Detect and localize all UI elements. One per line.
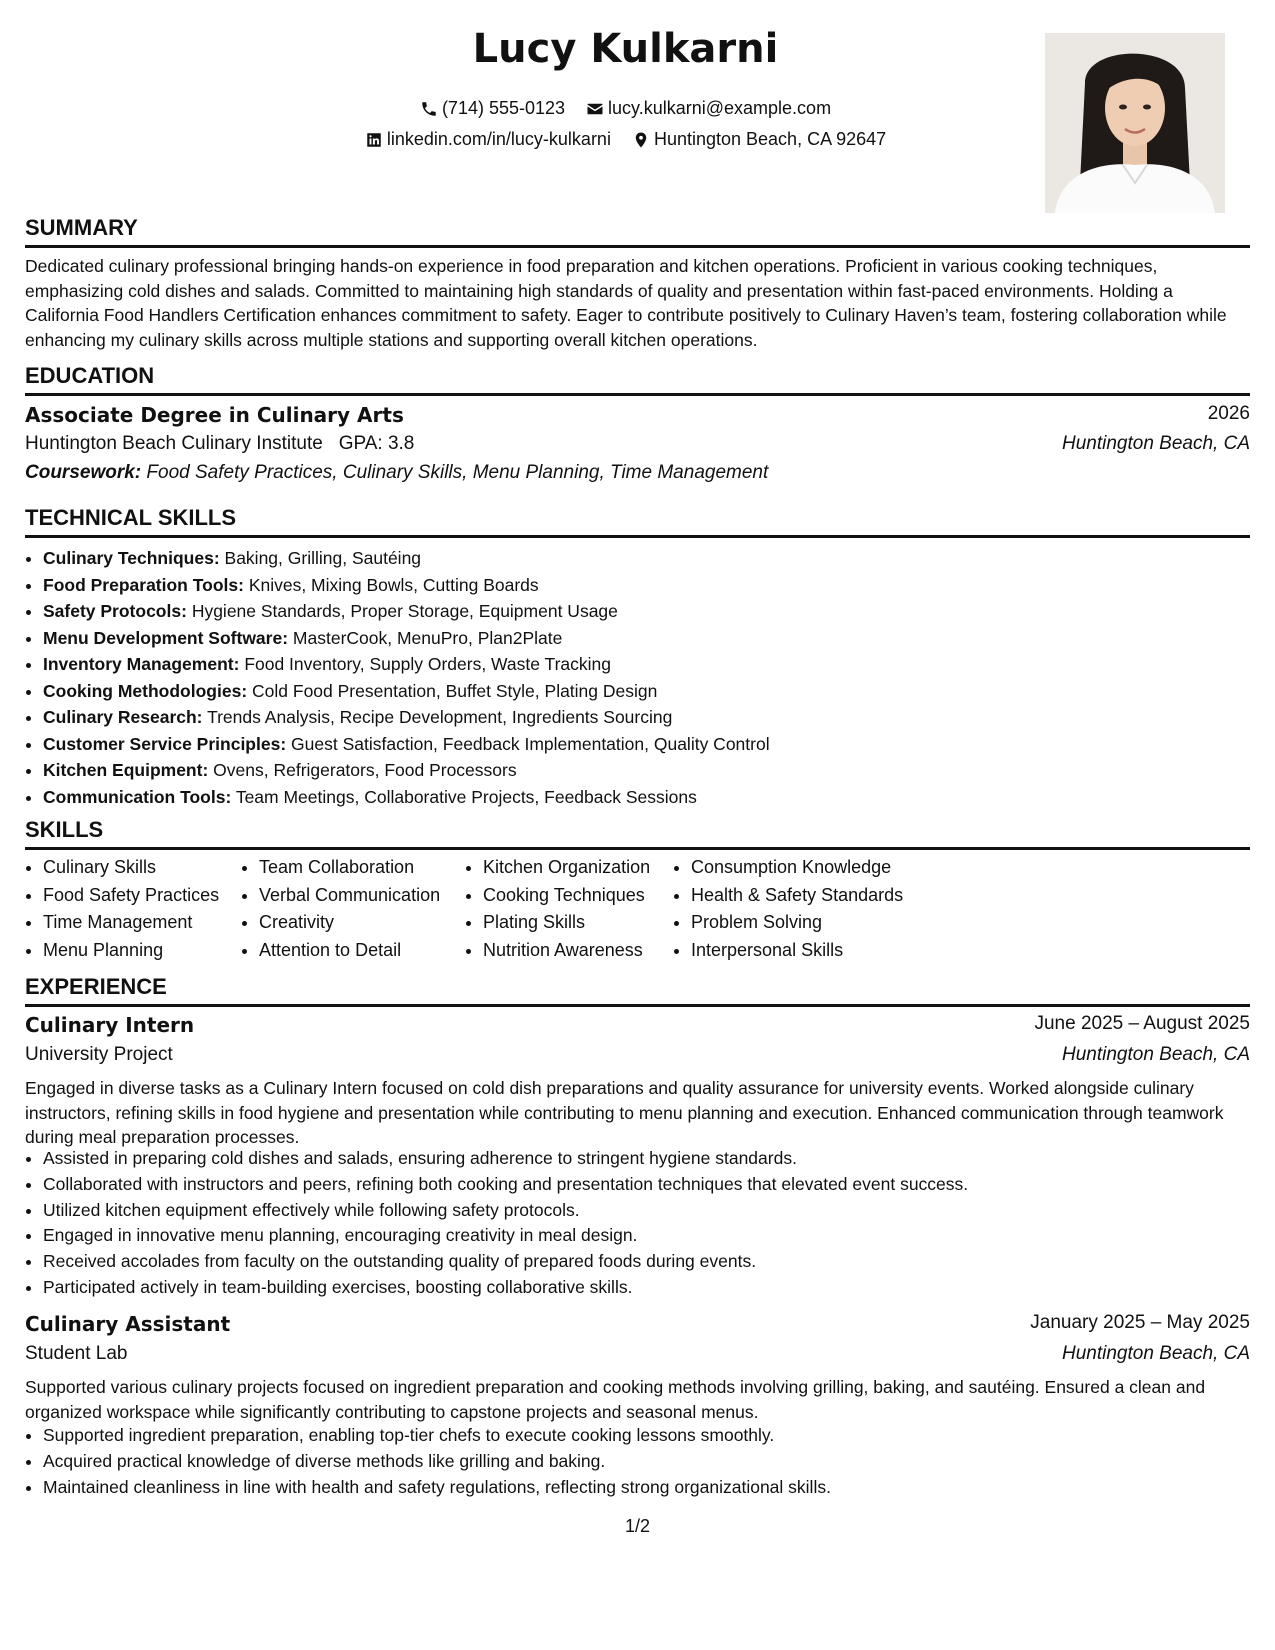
resume-header: [25, 18, 1250, 218]
contact-phone: [420, 98, 565, 119]
contact-location: [632, 129, 886, 150]
job-1-org-row: [25, 1044, 1250, 1074]
job-bullet: • Received accolades from faculty on the outstanding quality of prepared foods during events.: [43, 1249, 1243, 1275]
summary-heading: SUMMARY: [25, 215, 1250, 248]
phone-icon: [420, 100, 438, 118]
map-pin-icon: [632, 131, 650, 149]
experience-heading: EXPERIENCE: [25, 974, 1250, 1007]
technical-skill-item: [43, 784, 1243, 811]
phone-text: (714) 555-0123: [441, 98, 566, 118]
skill-item: • Culinary Skills: [43, 854, 219, 882]
skill-item: • Health & Safety Standards: [691, 882, 903, 910]
job-2-org-row: [25, 1343, 1250, 1373]
technical-skill-label: Communication Tools:: [43, 786, 232, 807]
technical-skill-value: Knives, Mixing Bowls, Cutting Boards: [248, 574, 539, 595]
technical-skill-label: Kitchen Equipment:: [43, 760, 209, 780]
job-1-org: University Project: [25, 1044, 173, 1065]
technical-skill-item: [43, 757, 1243, 784]
skill-item: • Team Collaboration: [259, 854, 440, 882]
skill-item: • Food Safety Practices: [43, 882, 219, 910]
contact-email[interactable]: [586, 98, 831, 119]
coursework-label: Coursework:: [25, 462, 142, 483]
skill-item: • Kitchen Organization: [483, 854, 650, 882]
school-location: Huntington Beach, CA: [1061, 433, 1250, 454]
technical-skill-label: Customer Service Principles:: [43, 733, 287, 754]
school-name: Huntington Beach Culinary Institute: [25, 433, 323, 454]
job-2-dates: January 2025 – May 2025: [1030, 1312, 1250, 1333]
skills-column: [25, 854, 219, 964]
technical-skill-value: Trends Analysis, Recipe Development, Ingredients Sourcing: [207, 707, 673, 727]
skills-column: [465, 854, 650, 964]
skill-item: • Creativity: [259, 909, 440, 937]
contact-linkedin[interactable]: [365, 129, 611, 150]
technical-skill-label: Culinary Techniques:: [43, 548, 220, 568]
education-school-row: [25, 433, 1250, 463]
coursework-row: [25, 462, 1250, 492]
technical-skill-item: [43, 625, 1243, 652]
education-heading: EDUCATION: [25, 363, 1250, 396]
job-bullet: • Utilized kitchen equipment effectively while following safety protocols.: [43, 1198, 1243, 1224]
degree-name: Associate Degree in Culinary Arts: [25, 403, 404, 427]
location-text: Huntington Beach, CA 92647: [653, 129, 887, 149]
job-2-title-row: [25, 1312, 1250, 1342]
skills-column: [241, 854, 440, 964]
job-bullet: • Maintained cleanliness in line with health and safety regulations, reflecting strong organizational skills.: [43, 1474, 1243, 1500]
page-number: 1/2: [624, 1516, 651, 1536]
job-bullet: • Supported ingredient preparation, enabling top-tier chefs to execute cooking lessons smoothly.: [43, 1422, 1243, 1448]
technical-skills-list: [25, 545, 1243, 810]
coursework-list: Food Safety Practices, Culinary Skills, Menu Planning, Time Management: [146, 462, 769, 483]
technical-skill-label: Menu Development Software:: [43, 627, 289, 648]
technical-skill-item: [43, 678, 1243, 705]
skill-item: • Plating Skills: [483, 909, 650, 937]
technical-skill-value: Team Meetings, Collaborative Projects, Feedback Sessions: [235, 786, 697, 807]
job-1-title-row: [25, 1013, 1250, 1043]
gpa: GPA: 3.8: [338, 433, 415, 454]
resume-page: [25, 0, 1250, 1650]
graduation-year: 2026: [1207, 403, 1250, 424]
technical-skill-value: Baking, Grilling, Sautéing: [224, 548, 422, 568]
technical-skill-value: MasterCook, MenuPro, Plan2Plate: [292, 627, 563, 648]
job-bullet: • Acquired practical knowledge of diverse methods like grilling and baking.: [43, 1448, 1243, 1474]
job-bullet: • Assisted in preparing cold dishes and salads, ensuring adherence to stringent hygiene standards.: [43, 1146, 1243, 1172]
job-1-dates: June 2025 – August 2025: [1034, 1013, 1250, 1034]
technical-skill-item: [43, 731, 1243, 758]
job-2-role: Culinary Assistant: [25, 1312, 231, 1336]
job-1-role: Culinary Intern: [25, 1013, 195, 1037]
skill-item: • Verbal Communication: [259, 882, 440, 910]
skill-item: • Attention to Detail: [259, 937, 440, 965]
technical-skill-item: [43, 545, 1243, 572]
job-2-bullets: [25, 1422, 1243, 1500]
technical-skill-label: Inventory Management:: [43, 654, 240, 674]
summary-text: Dedicated culinary professional bringing hands-on experience in food preparation and kitchen operations. Proficient in various cooking techniques, emphasizing cold dishes and salads. Committed to maintaining high standards of quality and presentation within fast-paced environments. Holding a California Food Handlers Certification enhances commitment to safety. Eager to contribute positively to Culinary Haven’s team, fostering collaboration while enhancing my culinary skills across multiple stations and supporting overall kitchen operations.: [25, 256, 1227, 350]
technical-skill-item: [43, 598, 1243, 625]
technical-skill-label: Safety Protocols:: [43, 601, 187, 621]
job-bullet: • Collaborated with instructors and peers, refining both cooking and presentation techniques that elevated event success.: [43, 1172, 1243, 1198]
skill-item: • Problem Solving: [691, 909, 903, 937]
email-text[interactable]: lucy.kulkarni@example.com: [608, 98, 832, 118]
job-2-location: Huntington Beach, CA: [1061, 1343, 1250, 1364]
job-bullet: • Engaged in innovative menu planning, encouraging creativity in meal design.: [43, 1223, 1243, 1249]
technical-skill-value: Hygiene Standards, Proper Storage, Equipment Usage: [191, 601, 618, 621]
job-1-description: Engaged in diverse tasks as a Culinary Intern focused on cold dish preparations and quality assurance for university events. Worked alongside culinary instructors, refining skills in food hygiene and presentation while contributing to menu planning and execution. Enhanced communication through teamwork during meal preparation processes.: [25, 1078, 1224, 1147]
technical-skill-value: Ovens, Refrigerators, Food Processors: [213, 760, 517, 780]
education-degree-row: [25, 403, 1250, 433]
linkedin-text[interactable]: linkedin.com/in/lucy-kulkarni: [386, 129, 611, 149]
job-bullet: • Participated actively in team-building exercises, boosting collaborative skills.: [43, 1275, 1243, 1301]
skill-item: • Cooking Techniques: [483, 882, 650, 910]
skill-item: • Consumption Knowledge: [691, 854, 903, 882]
technical-skill-label: Culinary Research:: [43, 707, 203, 727]
skills-grid: [25, 854, 1250, 969]
skill-item: • Menu Planning: [43, 937, 219, 965]
envelope-icon: [586, 100, 604, 118]
profile-photo: [1045, 33, 1225, 213]
coursework-line: [25, 462, 768, 484]
technical-skill-item: [43, 704, 1243, 731]
job-2-description: Supported various culinary projects focused on ingredient preparation and cooking methods involving grilling, baking, and sautéing. Ensured a clean and organized workspace while significantly contributing to capstone projects and seasonal menus.: [25, 1377, 1206, 1422]
technical-skill-item: [43, 572, 1243, 599]
candidate-name: Lucy Kulkarni: [472, 26, 779, 72]
job-1-location: Huntington Beach, CA: [1061, 1044, 1250, 1065]
skill-item: • Interpersonal Skills: [691, 937, 903, 965]
skills-heading: SKILLS: [25, 817, 1250, 850]
linkedin-icon: [365, 131, 383, 149]
technical-skill-value: Guest Satisfaction, Feedback Implementation, Quality Control: [291, 733, 770, 754]
technical-skills-heading: TECHNICAL SKILLS: [25, 505, 1250, 538]
technical-skill-value: Food Inventory, Supply Orders, Waste Tracking: [244, 654, 611, 674]
job-1-bullets: [25, 1146, 1243, 1301]
technical-skill-value: Cold Food Presentation, Buffet Style, Plating Design: [252, 680, 658, 701]
skill-item: • Nutrition Awareness: [483, 937, 650, 965]
technical-skill-label: Cooking Methodologies:: [43, 680, 248, 701]
technical-skill-label: Food Preparation Tools:: [43, 574, 244, 595]
skill-item: • Time Management: [43, 909, 219, 937]
job-2-org: Student Lab: [25, 1343, 128, 1364]
skills-column: [673, 854, 903, 964]
portrait-image: [1045, 33, 1225, 213]
school-line: [25, 433, 414, 455]
technical-skill-item: [43, 651, 1243, 678]
